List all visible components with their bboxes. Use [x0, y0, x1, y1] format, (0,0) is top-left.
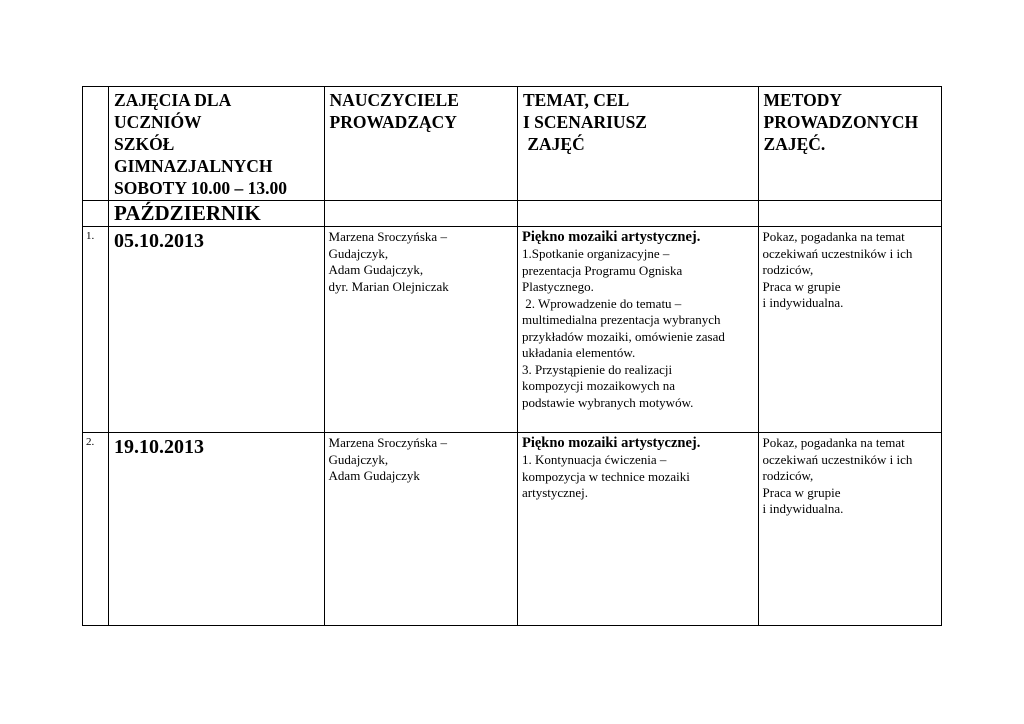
row-date: 19.10.2013: [109, 433, 325, 626]
header-topic-cell: [517, 87, 758, 201]
teacher-line: Adam Gudajczyk: [328, 468, 420, 483]
header-date-line: UCZNIÓW: [114, 112, 202, 132]
teacher-line: dyr. Marian Olejniczak: [328, 278, 449, 294]
row-number: 1.: [83, 227, 109, 433]
header-number-cell: [83, 87, 109, 201]
method-line: oczekiwań uczestników i ich: [762, 245, 913, 261]
row-methods-cell: [758, 433, 941, 626]
header-methods-line: METODY: [763, 90, 842, 110]
row-teachers-cell: [324, 227, 517, 433]
row-teachers-cell: [324, 433, 517, 626]
topic-line: układania elementów.: [521, 345, 636, 360]
month-empty-cell: [324, 201, 517, 227]
month-label: PAŹDZIERNIK: [109, 201, 325, 227]
teacher-line: Gudajczyk,: [328, 451, 389, 467]
header-date-line: SZKÓŁ: [114, 134, 175, 154]
topic-line: 2. Wprowadzenie do tematu –: [521, 295, 682, 311]
topic-line: artystycznej.: [521, 485, 589, 500]
method-line: Pokaz, pogadanka na temat: [762, 229, 905, 244]
table-row: [83, 433, 942, 626]
method-line: oczekiwań uczestników i ich: [762, 451, 913, 467]
topic-line: Plastycznego.: [521, 279, 594, 294]
header-topic-line: TEMAT, CEL: [522, 90, 630, 110]
header-row: [83, 87, 942, 201]
row-date: 05.10.2013: [109, 227, 325, 433]
teacher-line: Marzena Sroczyńska –: [328, 435, 447, 450]
teacher-line: Gudajczyk,: [328, 245, 389, 261]
header-methods-line: ZAJĘĆ.: [763, 134, 826, 154]
month-number-cell: [83, 201, 109, 227]
row-topic-cell: [517, 227, 758, 433]
topic-line: 1.Spotkanie organizacyjne –: [521, 246, 670, 261]
topic-line: 1. Kontynuacja ćwiczenia –: [521, 452, 667, 467]
header-topic-line: I SCENARIUSZ: [522, 112, 647, 132]
header-date-cell: [109, 87, 325, 201]
header-teachers-line: PROWADZĄCY: [329, 112, 457, 132]
row-methods-cell: [758, 227, 941, 433]
method-line: Praca w grupie: [762, 278, 841, 294]
header-teachers-line: NAUCZYCIELE: [329, 90, 459, 110]
header-date-line: SOBOTY 10.00 – 13.00: [114, 178, 287, 198]
method-line: rodziców,: [762, 262, 814, 277]
header-topic-line: ZAJĘĆ: [522, 134, 585, 154]
table-row: [83, 227, 942, 433]
topic-title: Piękno mozaiki artystycznej.: [521, 435, 701, 451]
month-empty-cell: [758, 201, 941, 227]
topic-line: przykładów mozaiki, omówienie zasad: [521, 328, 725, 344]
header-teachers-cell: [324, 87, 517, 201]
row-topic-cell: [517, 433, 758, 626]
topic-line: prezentacja Programu Ogniska: [521, 262, 683, 278]
method-line: i indywidualna.: [762, 501, 844, 516]
teacher-line: Marzena Sroczyńska –: [328, 229, 447, 244]
header-date-line: GIMNAZJALNYCH: [114, 156, 273, 176]
header-date-line: ZAJĘCIA DLA: [114, 90, 232, 110]
topic-line: multimedialna prezentacja wybranych: [521, 312, 721, 327]
topic-line: 3. Przystąpienie do realizacji: [521, 361, 673, 377]
teacher-line: Adam Gudajczyk,: [328, 262, 424, 277]
header-methods-line: PROWADZONYCH: [763, 112, 919, 132]
header-methods-cell: [758, 87, 941, 201]
method-line: i indywidualna.: [762, 295, 844, 310]
method-line: Pokaz, pogadanka na temat: [762, 435, 905, 450]
topic-line: kompozycja w technice mozaiki: [521, 468, 690, 484]
row-number: 2.: [83, 433, 109, 626]
topic-title: Piękno mozaiki artystycznej.: [521, 229, 701, 245]
method-line: rodziców,: [762, 468, 814, 483]
method-line: Praca w grupie: [762, 484, 841, 500]
month-empty-cell: [517, 201, 758, 227]
schedule-table: [82, 86, 942, 626]
topic-line: kompozycji mozaikowych na: [521, 378, 676, 393]
month-row: [83, 201, 942, 227]
topic-line: podstawie wybranych motywów.: [521, 394, 694, 410]
